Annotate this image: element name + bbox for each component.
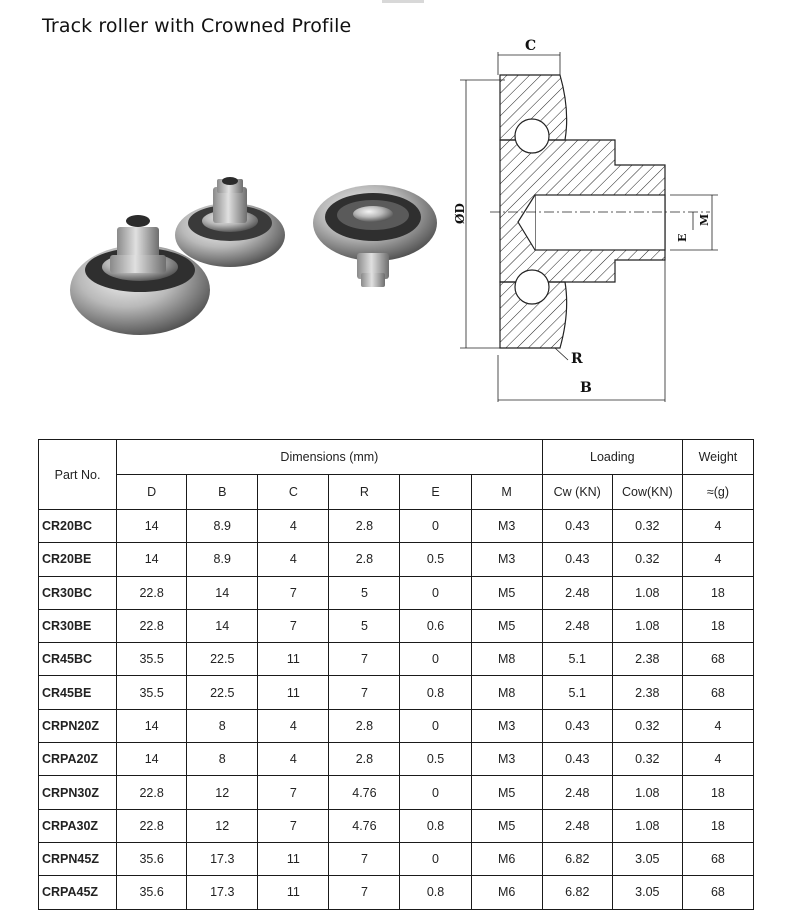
- cell-b: 22.5: [187, 676, 258, 709]
- cell-cow: 1.08: [612, 809, 682, 842]
- cell-d: 22.8: [117, 576, 187, 609]
- cell-weight: 18: [682, 776, 753, 809]
- cell-c: 11: [258, 842, 329, 875]
- cell-b: 17.3: [187, 876, 258, 909]
- cell-cw: 2.48: [542, 576, 612, 609]
- col-header-cw: Cw (KN): [542, 475, 612, 510]
- table-row: [39, 609, 754, 642]
- top-tab-marker: [382, 0, 424, 3]
- col-header-r: R: [329, 475, 400, 510]
- table-row: [39, 510, 754, 543]
- cell-cw: 0.43: [542, 743, 612, 776]
- cell-d: 35.6: [117, 842, 187, 875]
- cell-r: 5: [329, 609, 400, 642]
- table-row: [39, 743, 754, 776]
- cell-d: 14: [117, 709, 187, 742]
- cell-m: M3: [471, 743, 542, 776]
- cell-cow: 3.05: [612, 842, 682, 875]
- part-number: CRPA20Z: [39, 743, 117, 776]
- table-row: [39, 776, 754, 809]
- cell-m: M3: [471, 709, 542, 742]
- part-number: CRPN20Z: [39, 709, 117, 742]
- cell-c: 4: [258, 510, 329, 543]
- cell-e: 0.8: [400, 876, 471, 909]
- cell-e: 0: [400, 842, 471, 875]
- table-row: [39, 809, 754, 842]
- page-title: Track roller with Crowned Profile: [42, 15, 352, 37]
- spec-table-body: [39, 510, 754, 910]
- loading-header: Loading: [542, 440, 682, 475]
- part-number: CRPN30Z: [39, 776, 117, 809]
- cell-cw: 5.1: [542, 643, 612, 676]
- cell-d: 22.8: [117, 609, 187, 642]
- label-m: M: [698, 213, 711, 226]
- col-header-c: C: [258, 475, 329, 510]
- cell-cw: 2.48: [542, 776, 612, 809]
- cell-cow: 2.38: [612, 643, 682, 676]
- table-row: [39, 709, 754, 742]
- cell-d: 35.6: [117, 876, 187, 909]
- part-number: CR30BC: [39, 576, 117, 609]
- cell-d: 35.5: [117, 676, 187, 709]
- cell-d: 22.8: [117, 776, 187, 809]
- cell-weight: 4: [682, 743, 753, 776]
- cell-c: 4: [258, 543, 329, 576]
- cell-e: 0: [400, 576, 471, 609]
- cell-e: 0.5: [400, 543, 471, 576]
- cell-c: 7: [258, 609, 329, 642]
- cell-r: 7: [329, 876, 400, 909]
- cell-weight: 18: [682, 809, 753, 842]
- cell-r: 2.8: [329, 743, 400, 776]
- cell-cw: 6.82: [542, 876, 612, 909]
- cell-m: M6: [471, 876, 542, 909]
- part-number: CR30BE: [39, 609, 117, 642]
- cell-weight: 18: [682, 609, 753, 642]
- part-number: CRPN45Z: [39, 842, 117, 875]
- cell-cw: 2.48: [542, 809, 612, 842]
- dimensions-header: Dimensions (mm): [117, 440, 543, 475]
- cell-m: M3: [471, 543, 542, 576]
- cell-weight: 68: [682, 643, 753, 676]
- col-header-m: M: [471, 475, 542, 510]
- spec-table: [38, 439, 754, 910]
- table-row: [39, 643, 754, 676]
- cell-cow: 0.32: [612, 709, 682, 742]
- cell-c: 11: [258, 643, 329, 676]
- cell-d: 14: [117, 510, 187, 543]
- cell-cow: 3.05: [612, 876, 682, 909]
- cell-r: 2.8: [329, 543, 400, 576]
- cell-cw: 0.43: [542, 510, 612, 543]
- label-c: C: [525, 38, 537, 54]
- cell-e: 0: [400, 510, 471, 543]
- cell-e: 0: [400, 643, 471, 676]
- label-od: ØD: [453, 203, 467, 224]
- cell-b: 22.5: [187, 643, 258, 676]
- col-header-b: B: [187, 475, 258, 510]
- cell-r: 7: [329, 676, 400, 709]
- cell-b: 8: [187, 709, 258, 742]
- cell-b: 8.9: [187, 543, 258, 576]
- cell-cw: 6.82: [542, 842, 612, 875]
- cell-b: 17.3: [187, 842, 258, 875]
- cell-r: 4.76: [329, 776, 400, 809]
- col-header-weight: ≈(g): [682, 475, 753, 510]
- part-number: CRPA45Z: [39, 876, 117, 909]
- table-row: [39, 576, 754, 609]
- part-number: CR45BC: [39, 643, 117, 676]
- cell-cow: 0.32: [612, 543, 682, 576]
- cell-e: 0.8: [400, 676, 471, 709]
- cell-e: 0.6: [400, 609, 471, 642]
- cell-weight: 68: [682, 876, 753, 909]
- cell-m: M5: [471, 776, 542, 809]
- cell-cw: 5.1: [542, 676, 612, 709]
- cell-c: 7: [258, 576, 329, 609]
- cell-c: 7: [258, 809, 329, 842]
- cell-weight: 68: [682, 842, 753, 875]
- cell-cow: 0.32: [612, 743, 682, 776]
- header-row-2: [39, 475, 754, 510]
- cell-cow: 1.08: [612, 576, 682, 609]
- cell-e: 0: [400, 709, 471, 742]
- technical-drawing: [450, 30, 730, 405]
- cell-m: M3: [471, 510, 542, 543]
- cell-m: M6: [471, 842, 542, 875]
- part-number: CR20BE: [39, 543, 117, 576]
- cell-m: M5: [471, 609, 542, 642]
- cell-b: 14: [187, 576, 258, 609]
- weight-header: Weight: [682, 440, 753, 475]
- cell-d: 14: [117, 743, 187, 776]
- cell-m: M8: [471, 643, 542, 676]
- part-number: CR20BC: [39, 510, 117, 543]
- col-header-d: D: [117, 475, 187, 510]
- table-row: [39, 842, 754, 875]
- part-number: CR45BE: [39, 676, 117, 709]
- cell-c: 4: [258, 743, 329, 776]
- part-no-header: Part No.: [39, 440, 117, 510]
- cell-weight: 4: [682, 543, 753, 576]
- cell-b: 14: [187, 609, 258, 642]
- cell-m: M8: [471, 676, 542, 709]
- table-row: [39, 876, 754, 909]
- cell-weight: 18: [682, 576, 753, 609]
- cell-d: 35.5: [117, 643, 187, 676]
- cell-r: 5: [329, 576, 400, 609]
- label-r: R: [571, 351, 583, 367]
- cell-cow: 2.38: [612, 676, 682, 709]
- col-header-cow: Cow(KN): [612, 475, 682, 510]
- col-header-e: E: [400, 475, 471, 510]
- cell-r: 7: [329, 643, 400, 676]
- label-b: B: [580, 380, 592, 396]
- cell-c: 7: [258, 776, 329, 809]
- cell-weight: 4: [682, 709, 753, 742]
- cell-cw: 0.43: [542, 709, 612, 742]
- cell-b: 12: [187, 809, 258, 842]
- cell-e: 0: [400, 776, 471, 809]
- cell-cow: 1.08: [612, 776, 682, 809]
- cell-c: 11: [258, 676, 329, 709]
- cell-r: 7: [329, 842, 400, 875]
- header-row-1: [39, 440, 754, 475]
- cell-weight: 4: [682, 510, 753, 543]
- cell-cow: 1.08: [612, 609, 682, 642]
- cell-b: 8.9: [187, 510, 258, 543]
- cell-b: 12: [187, 776, 258, 809]
- cell-b: 8: [187, 743, 258, 776]
- cell-m: M5: [471, 809, 542, 842]
- product-photo: [55, 165, 445, 355]
- cell-e: 0.8: [400, 809, 471, 842]
- cell-m: M5: [471, 576, 542, 609]
- cell-weight: 68: [682, 676, 753, 709]
- cell-r: 4.76: [329, 809, 400, 842]
- cell-d: 22.8: [117, 809, 187, 842]
- cell-d: 14: [117, 543, 187, 576]
- cell-e: 0.5: [400, 743, 471, 776]
- cell-cw: 2.48: [542, 609, 612, 642]
- cell-c: 4: [258, 709, 329, 742]
- part-number: CRPA30Z: [39, 809, 117, 842]
- cell-r: 2.8: [329, 709, 400, 742]
- cell-r: 2.8: [329, 510, 400, 543]
- table-row: [39, 543, 754, 576]
- cell-c: 11: [258, 876, 329, 909]
- cell-cw: 0.43: [542, 543, 612, 576]
- table-row: [39, 676, 754, 709]
- cell-cow: 0.32: [612, 510, 682, 543]
- label-e: E: [676, 233, 689, 242]
